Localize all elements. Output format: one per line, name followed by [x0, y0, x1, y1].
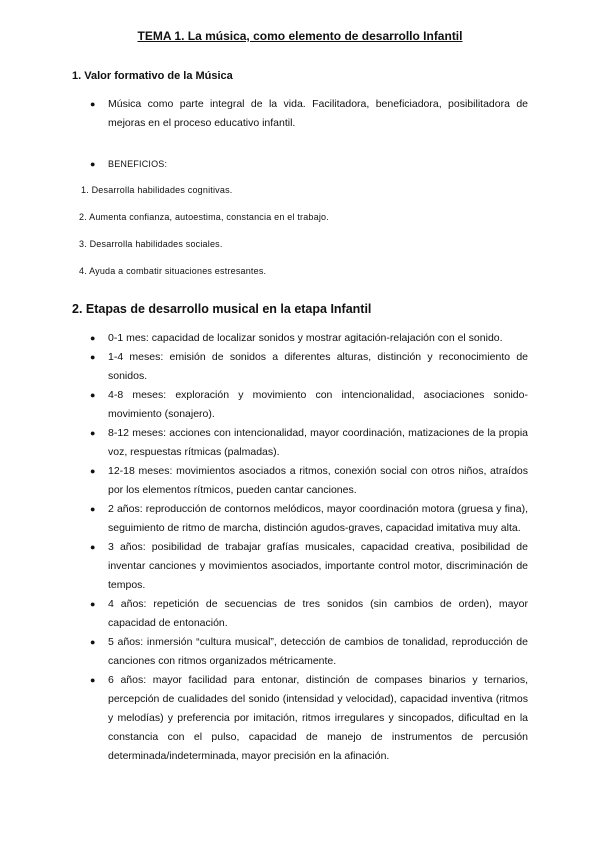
bullet-icon: ● [90, 99, 96, 109]
section1-heading: 1. Valor formativo de la Música [72, 70, 233, 82]
bullet-icon: ● [90, 599, 96, 609]
stages-list [90, 329, 528, 766]
bullet-icon: ● [90, 428, 96, 438]
benefit-item: 3. Desarrolla habilidades sociales. [79, 239, 223, 249]
bullet-icon: ● [90, 466, 96, 476]
stage-text: 1-4 meses: emisión de sonidos a diferentes alturas, distinción y reconocimiento de sonidos. [108, 351, 528, 382]
stage-item [90, 424, 528, 462]
section2-heading: 2. Etapas de desarrollo musical en la etapa Infantil [72, 302, 372, 316]
stage-item [90, 348, 528, 386]
bullet-icon: ● [90, 333, 96, 343]
stage-item [90, 500, 528, 538]
benefit-item: 4. Ayuda a combatir situaciones estresantes. [79, 266, 267, 276]
stage-text: 6 años: mayor facilidad para entonar, distinción de compases binarios y ternarios, percepción de cualidades del sonido (intensidad y velocidad), capacidad inventiva (ritmos y melodías) y preferencia por imitación, ritmos irregulares y sincopados, dificultad en la constancia con el pulso, capacidad de manejo de instrumentos de percusión determinada/indeterminada, mayor precisión en la afinación. [108, 674, 528, 762]
stage-item [90, 386, 528, 424]
stage-item [90, 462, 528, 500]
benefit-item: 2. Aumenta confianza, autoestima, constancia en el trabajo. [79, 212, 329, 222]
section1-intro-item [90, 95, 528, 133]
bullet-icon: ● [90, 390, 96, 400]
bullet-icon: ● [90, 504, 96, 514]
stage-text: 3 años: posibilidad de trabajar grafías musicales, capacidad creativa, posibilidad de inventar canciones y movimientos asociados, importante control motor, discriminación de tempos. [108, 541, 528, 591]
stage-item [90, 671, 528, 766]
bullet-icon: ● [90, 675, 96, 685]
stage-item [90, 633, 528, 671]
stage-item [90, 595, 528, 633]
bullet-icon: ● [90, 542, 96, 552]
document-title: TEMA 1. La música, como elemento de desarrollo Infantil [137, 29, 463, 43]
stage-item [90, 538, 528, 595]
benefits-label: BENEFICIOS: [108, 159, 168, 169]
stage-text: 0-1 mes: capacidad de localizar sonidos y mostrar agitación-relajación con el sonido. [108, 332, 503, 344]
bullet-icon: ● [90, 352, 96, 362]
benefit-item: 1. Desarrolla habilidades cognitivas. [81, 185, 233, 195]
bullet-icon: ● [90, 159, 96, 169]
stage-text: 8-12 meses: acciones con intencionalidad, mayor coordinación, matizaciones de la propia voz, respuestas rítmicas (palmadas). [108, 427, 528, 458]
stage-item [90, 329, 528, 348]
stage-text: 4 años: repetición de secuencias de tres sonidos (sin cambios de orden), mayor capacidad de entonación. [108, 598, 528, 629]
stage-text: 12-18 meses: movimientos asociados a ritmos, conexión social con otros niños, atraídos por los elementos rítmicos, pueden cantar canciones. [108, 465, 528, 496]
section1-intro-text: Música como parte integral de la vida. Facilitadora, beneficiadora, posibilitadora de mejoras en el proceso educativo infantil. [108, 98, 528, 129]
stage-text: 4-8 meses: exploración y movimiento con intencionalidad, asociaciones sonido-movimiento (sonajero). [108, 389, 528, 420]
bullet-icon: ● [90, 637, 96, 647]
stage-text: 5 años: inmersión “cultura musical”, detección de cambios de tonalidad, reproducción de canciones con ritmos organizados métricamente. [108, 636, 528, 667]
stage-text: 2 años: reproducción de contornos melódicos, mayor coordinación motora (gruesa y fina), seguimiento de ritmo de marcha, distinción agudos-graves, capacidad imitativa muy alta. [108, 503, 528, 534]
benefits-label-row [90, 157, 167, 171]
